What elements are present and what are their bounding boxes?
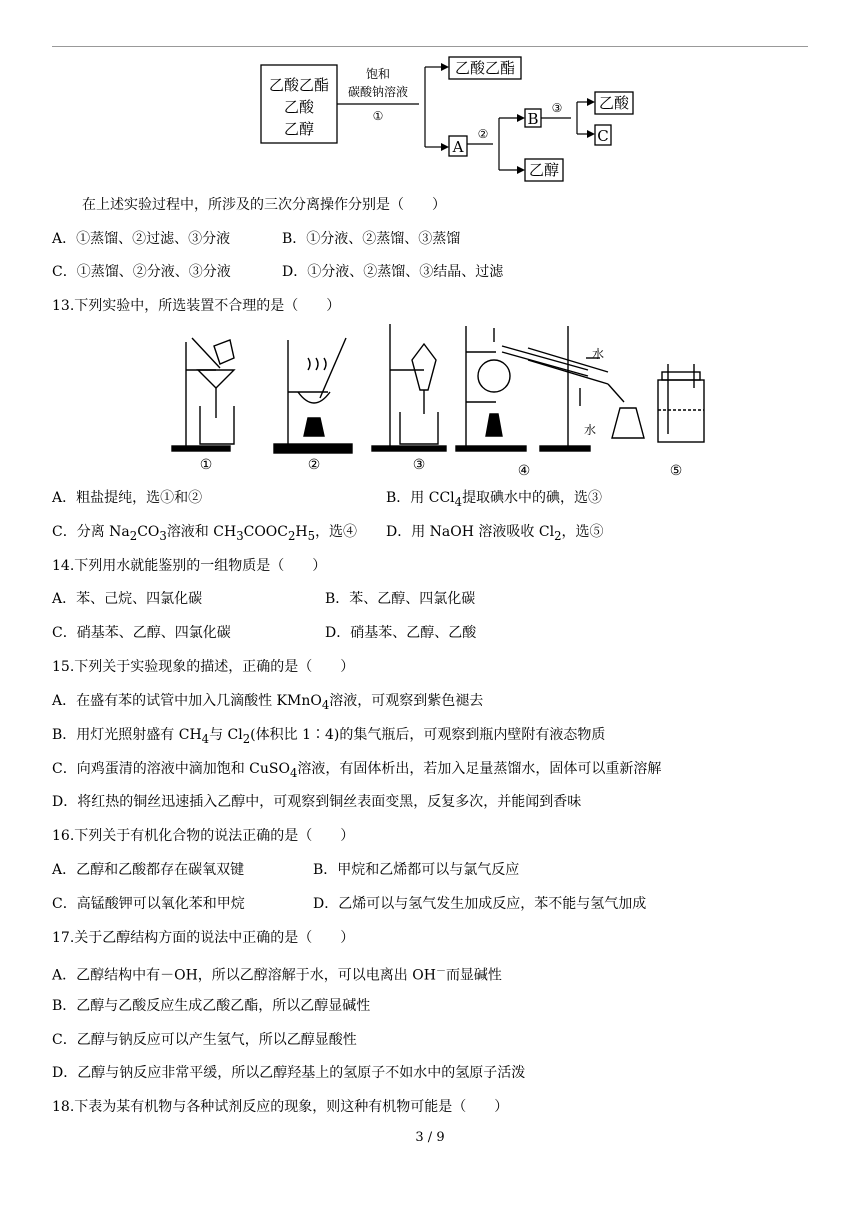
step-2-label: ② bbox=[477, 127, 489, 141]
q12-option-b: B．①分液、②蒸馏、③蒸馏 bbox=[282, 231, 461, 247]
apparatus-label-2: ② bbox=[307, 457, 321, 473]
water-label-1: 水 bbox=[592, 347, 605, 361]
q13-option-a: A．粗盐提纯，选①和② bbox=[52, 490, 203, 506]
apparatus-label-1: ① bbox=[199, 457, 213, 473]
water-label-2: 水 bbox=[584, 423, 597, 437]
apparatus-3-separatory-funnel bbox=[372, 324, 446, 451]
apparatus-4-distillation bbox=[456, 326, 644, 451]
reagent-label-2: 碳酸钠溶液 bbox=[347, 85, 409, 99]
c-label: C bbox=[597, 127, 609, 145]
q15-option-c: C．向鸡蛋清的溶液中滴加饱和 CuSO$_4$溶液，有固体析出，若加入足量蒸馏水，固体可以重新溶解 bbox=[52, 761, 662, 780]
apparatus-1-filtration bbox=[172, 338, 234, 451]
q17-option-a: A．乙醇结构中有－OH，所以乙醇溶解于水，可以电离出 OH－而显碱性 bbox=[52, 966, 502, 984]
step-1-label: ① bbox=[372, 109, 384, 123]
apparatus-figure bbox=[168, 318, 716, 480]
q15-option-d: D．将红热的铜丝迅速插入乙醇中，可观察到铜丝表面变黑，反复多次，并能闻到香味 bbox=[52, 794, 582, 810]
header-rule bbox=[52, 46, 808, 47]
mixture-line-1: 乙酸乙酯 bbox=[268, 76, 330, 94]
top-product-label: 乙酸乙酯 bbox=[454, 59, 516, 77]
mixture-line-3: 乙醇 bbox=[283, 120, 315, 138]
apparatus-label-5: ⑤ bbox=[669, 463, 683, 479]
q12-option-a: A．①蒸馏、②过滤、③分液 bbox=[52, 231, 231, 247]
q17-option-c: C．乙醇与钠反应可以产生氢气，所以乙醇显酸性 bbox=[52, 1032, 357, 1048]
q15-option-a: A．在盛有苯的试管中加入几滴酸性 KMnO$_4$溶液，可观察到紫色褪去 bbox=[52, 693, 484, 712]
q14-option-a: A．苯、己烷、四氯化碳 bbox=[52, 591, 203, 607]
q14-option-b: B．苯、乙醇、四氯化碳 bbox=[325, 591, 476, 607]
q17-stem: 17.关于乙醇结构方面的说法中正确的是（ ） bbox=[52, 930, 355, 946]
b-label: B bbox=[527, 110, 539, 128]
q14-option-d: D．硝基苯、乙醇、乙酸 bbox=[325, 625, 477, 641]
q17-option-d: D．乙醇与钠反应非常平缓，所以乙醇羟基上的氢原子不如水中的氢原子活泼 bbox=[52, 1065, 526, 1081]
a-label: A bbox=[452, 138, 464, 156]
q18-stem: 18.下表为某有机物与各种试剂反应的现象，则这种有机物可能是（ ） bbox=[52, 1099, 509, 1115]
q12-option-d: D．①分液、②蒸馏、③结晶、过滤 bbox=[282, 264, 504, 280]
q15-stem: 15.下列关于实验现象的描述，正确的是（ ） bbox=[52, 659, 355, 675]
q14-stem: 14.下列用水就能鉴别的一组物质是（ ） bbox=[52, 558, 327, 574]
reagent-label-1: 饱和 bbox=[365, 67, 391, 81]
q16-option-a: A．乙醇和乙酸都存在碳氧双键 bbox=[52, 862, 245, 878]
q12-stem: 在上述实验过程中，所涉及的三次分离操作分别是（ ） bbox=[82, 197, 446, 213]
separation-flowchart bbox=[255, 52, 645, 184]
q13-stem: 13.下列实验中，所选装置不合理的是（ ） bbox=[52, 298, 341, 314]
acid-label: 乙酸 bbox=[598, 94, 630, 112]
apparatus-label-4: ④ bbox=[517, 463, 531, 479]
page-number: 3 / 9 bbox=[415, 1130, 445, 1145]
ethanol-label: 乙醇 bbox=[528, 161, 560, 179]
q15-option-b: B．用灯光照射盛有 $CH_4$与 $Cl_2$(体积比 1∶4)的集气瓶后，可观察到瓶内壁附有液态物质 bbox=[52, 727, 606, 746]
step-3-label: ③ bbox=[551, 101, 563, 115]
q17-option-b: B．乙醇与乙酸反应生成乙酸乙酯，所以乙醇显碱性 bbox=[52, 998, 371, 1014]
apparatus-label-3: ③ bbox=[412, 457, 426, 473]
q16-option-d: D．乙烯可以与氢气发生加成反应，苯不能与氢气加成 bbox=[313, 896, 647, 912]
q16-option-b: B．甲烷和乙烯都可以与氯气反应 bbox=[313, 862, 520, 878]
q14-option-c: C．硝基苯、乙醇、四氯化碳 bbox=[52, 625, 231, 641]
q16-option-c: C．高锰酸钾可以氧化苯和甲烷 bbox=[52, 896, 245, 912]
q13-option-d: D．用 NaOH 溶液吸收 $Cl_2$，选⑤ bbox=[386, 524, 604, 543]
apparatus-5-gas-washing-bottle bbox=[658, 364, 704, 442]
q16-stem: 16.下列关于有机化合物的说法正确的是（ ） bbox=[52, 828, 355, 844]
q13-option-b: B．用 CCl$_4$提取碘水中的碘，选③ bbox=[386, 490, 603, 509]
mixture-line-2: 乙酸 bbox=[283, 98, 315, 116]
apparatus-2-evaporation bbox=[274, 338, 352, 453]
q12-option-c: C．①蒸馏、②分液、③分液 bbox=[52, 264, 231, 280]
q13-option-c: C．分离 $Na_2CO_3$溶液和 $CH_3COOC_2H_5$，选④ bbox=[52, 524, 358, 543]
